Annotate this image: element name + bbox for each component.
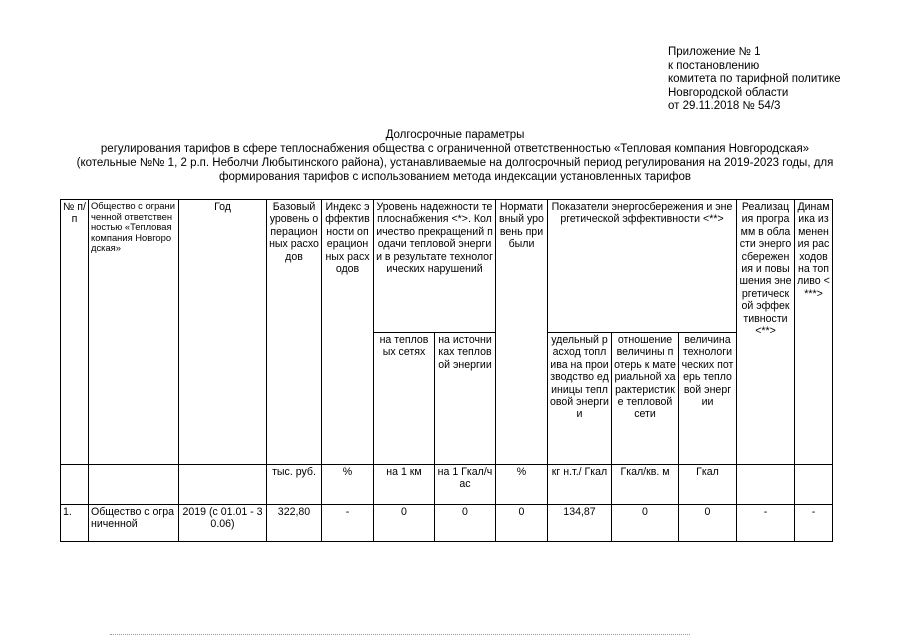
units-cell [179,465,267,505]
header-efficiency-index: Индекс эффективности операционных расходов [322,200,374,465]
row-tech-loss: 0 [679,505,737,542]
scan-artifact-line [110,634,690,635]
title-line: (котельные №№ 1, 2 р.п. Неболчи Любытинского района), устанавливаемые на долгосрочный период регулирования на 2019-2023 годы, для [76,157,834,169]
document-title [40,128,870,184]
row-programs: - [737,505,795,542]
header-energy-fuel: удельный расход топлива на производство единицы тепловой энергии [548,333,612,465]
header-profit: Нормативный уровень прибыли [496,200,548,465]
appendix-line: комитета по тарифной политике [668,73,841,86]
appendix-line: Новгородской области [668,86,789,99]
row-fuel-dynamics: - [795,505,833,542]
appendix-line: от 29.11.2018 № 54/3 [668,100,781,113]
unit-profit: % [496,465,548,505]
header-reliability-sources: на источниках тепловой энергии [435,333,496,465]
row-sources: 0 [435,505,496,542]
units-cell [61,465,89,505]
unit-fuel: кг н.т./ Гкал [548,465,612,505]
title-line: формирования тарифов с использованием метода индексации установленных тарифов [219,171,691,183]
unit-base: тыс. руб. [267,465,322,505]
row-fuel: 134,87 [548,505,612,542]
header-org: Общество с ограниченной ответственностью «Тепловая компания Новгородская» [89,200,179,465]
unit-loss-ratio: Гкал/кв. м [612,465,679,505]
unit-tech-loss: Гкал [679,465,737,505]
row-index: - [322,505,374,542]
header-energy-tech-loss: величина технологических потерь тепловой энергии [679,333,737,465]
table-row [61,505,833,542]
parameters-table [60,199,833,542]
row-year: 2019 (с 01.01 - 30.06) [179,505,267,542]
appendix-block [668,46,841,114]
row-profit: 0 [496,505,548,542]
row-loss-ratio: 0 [612,505,679,542]
header-num: № п/п [61,200,89,465]
title-line: Долгосрочные параметры [385,129,525,141]
row-base: 322,80 [267,505,322,542]
appendix-line: Приложение № 1 [668,46,761,58]
header-energy-loss-ratio: отношение величины потерь к материальной характеристике тепловой сети [612,333,679,465]
units-cell [89,465,179,505]
header-year: Год [179,200,267,465]
units-cell [737,465,795,505]
unit-networks: на 1 км [374,465,435,505]
units-cell [795,465,833,505]
appendix-line: к постановлению [668,59,760,72]
title-line: регулирования тарифов в сфере теплоснабжения общества с ограниченной ответственностью «Тепловая компания Новгородская» [100,143,810,155]
header-base-opex: Базовый уровень операционных расходов [267,200,322,465]
row-num: 1. [61,505,89,542]
header-reliability: Уровень надежности теплоснабжения <*>. Количество прекращений подачи тепловой энергии в результате технологических нарушений [374,200,496,333]
row-networks: 0 [374,505,435,542]
unit-sources: на 1 Гкал/час [435,465,496,505]
header-fuel-dynamics: Динамика изменения расходов на топливо <***> [795,200,833,465]
row-org: Общество с ограниченной [89,505,179,542]
header-programs: Реализация программ в области энергосбережения и повышения энергетической эффективности <**> [737,200,795,465]
header-reliability-networks: на тепловых сетях [374,333,435,465]
unit-index: % [322,465,374,505]
header-energy-saving: Показатели энергосбережения и энергетической эффективности <**> [548,200,737,333]
